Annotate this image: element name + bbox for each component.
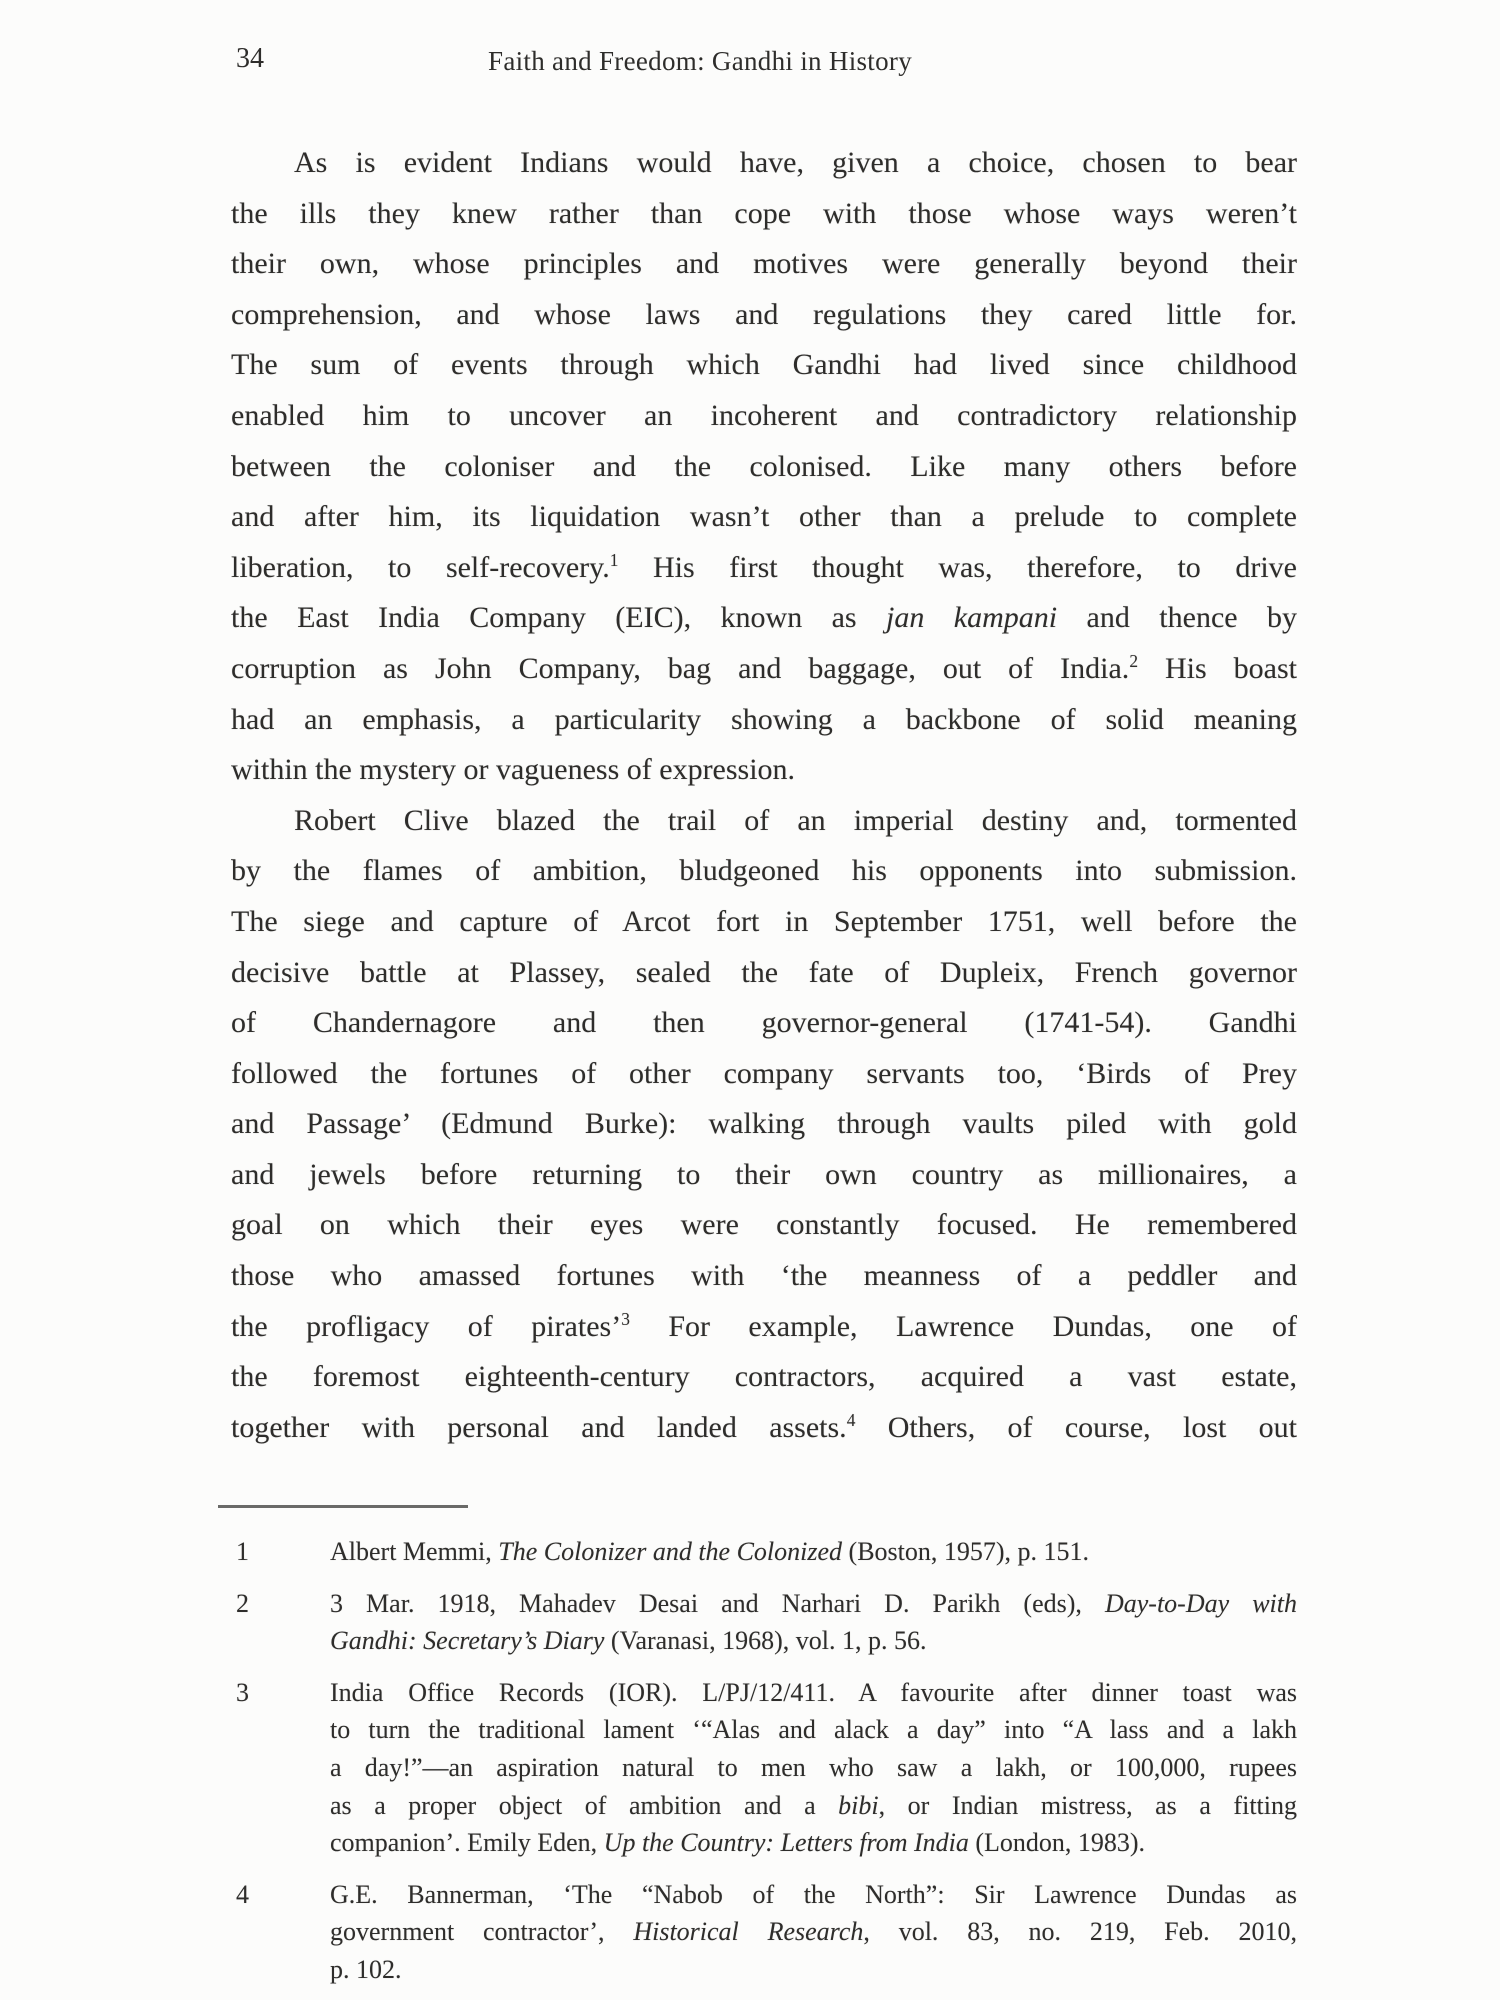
footnote-line: 3 Mar. 1918, Mahadev Desai and Narhari D. Parikh (eds), Day-to-Day with [330, 1588, 1297, 1618]
footnote-number: 1 [236, 1537, 249, 1566]
page-number: 34 [236, 43, 264, 74]
running-title: Faith and Freedom: Gandhi in History [488, 46, 912, 76]
text-line: The sum of events through which Gandhi had lived since childhood [231, 348, 1297, 382]
footnote-number: 4 [236, 1879, 249, 1909]
text-line: corruption as John Company, bag and baggage, out of India.$^2$ His boast [231, 650, 1297, 685]
footnote-line: p. 102. [330, 1954, 402, 1984]
footnote [236, 1674, 1297, 1862]
footnote-line: a day!”—an aspiration natural to men who saw a lakh, or 100,000, rupees [330, 1752, 1297, 1782]
text-line: decisive battle at Plassey, sealed the fate of Dupleix, French governor [231, 955, 1297, 989]
footnote [236, 1585, 1297, 1660]
footnote-line: government contractor’, Historical Research, vol. 83, no. 219, Feb. 2010, [330, 1917, 1297, 1947]
footnote-line: Gandhi: Secretary’s Diary (Varanasi, 1968), vol. 1, p. 56. [330, 1626, 927, 1656]
text-line: and Passage’ (Edmund Burke): walking through vaults piled with gold [231, 1107, 1297, 1141]
footnote-line: to turn the traditional lament ‘“Alas and alack a day” into “A lass and a lakh [330, 1715, 1297, 1745]
text-line: those who amassed fortunes with ‘the meanness of a peddler and [231, 1259, 1297, 1293]
footnote-text [330, 1876, 1297, 1989]
footnote-text [330, 1585, 1297, 1660]
text-line: As is evident Indians would have, given a choice, chosen to bear [294, 146, 1297, 179]
paragraph [231, 138, 1297, 796]
footnote-text [330, 1674, 1297, 1862]
footnote-line: G.E. Bannerman, ‘The “Nabob of the North”: Sir Lawrence Dundas as [330, 1879, 1297, 1909]
footnotes [236, 1533, 1297, 2000]
footnote [236, 1876, 1297, 1989]
text-line: Robert Clive blazed the trail of an imperial destiny and, tormented [294, 803, 1297, 837]
footnote-text [330, 1533, 1297, 1571]
footnote-number: 2 [236, 1588, 249, 1618]
footnote [236, 1533, 1297, 1571]
text-line: and jewels before returning to their own country as millionaires, a [231, 1157, 1297, 1191]
text-line: had an emphasis, a particularity showing a backbone of solid meaning [231, 702, 1297, 736]
text-line: within the mystery or vagueness of expression. [231, 753, 796, 787]
footnote-line: as a proper object of ambition and a bibi, or Indian mistress, as a fitting [330, 1790, 1297, 1820]
text-line: the profligacy of pirates’$^3$ For example, Lawrence Dundas, one of [231, 1308, 1297, 1343]
text-line: enabled him to uncover an incoherent and contradictory relationship [231, 398, 1297, 432]
text-line: by the flames of ambition, bludgeoned his opponents into submission. [231, 854, 1297, 888]
footnote-separator [218, 1505, 468, 1508]
footnote-line: companion’. Emily Eden, Up the Country: Letters from India (London, 1983). [330, 1828, 1146, 1858]
text-line: between the coloniser and the colonised. Like many others before [231, 449, 1297, 483]
text-line: of Chandernagore and then governor-general (1741-54). Gandhi [231, 1006, 1297, 1040]
text-line: the ills they knew rather than cope with those whose ways weren’t [231, 196, 1297, 230]
text-line: The siege and capture of Arcot fort in September 1751, well before the [231, 904, 1297, 938]
text-line: comprehension, and whose laws and regulations they cared little for. [231, 297, 1297, 331]
text-line: their own, whose principles and motives were generally beyond their [231, 247, 1297, 281]
text-line: goal on which their eyes were constantly focused. He remembered [231, 1208, 1297, 1242]
text-line: followed the fortunes of other company servants too, ‘Birds of Prey [231, 1056, 1297, 1090]
body-text [231, 138, 1297, 1453]
text-line: the foremost eighteenth-century contractors, acquired a vast estate, [231, 1360, 1297, 1394]
text-line: together with personal and landed assets.$^4$ Others, of course, lost out [231, 1409, 1297, 1444]
text-line: and after him, its liquidation wasn’t other than a prelude to complete [231, 500, 1297, 534]
paragraph [231, 796, 1297, 1454]
text-line: liberation, to self-recovery.$^1$ His first thought was, therefore, to drive [231, 549, 1297, 584]
footnote-number: 3 [236, 1677, 249, 1707]
footnote-line: Albert Memmi, The Colonizer and the Colonized (Boston, 1957), p. 151. [330, 1537, 1090, 1566]
text-line: the East India Company (EIC), known as jan kampani and thence by [231, 601, 1297, 635]
footnote-line: India Office Records (IOR). L/PJ/12/411. A favourite after dinner toast was [330, 1677, 1297, 1707]
